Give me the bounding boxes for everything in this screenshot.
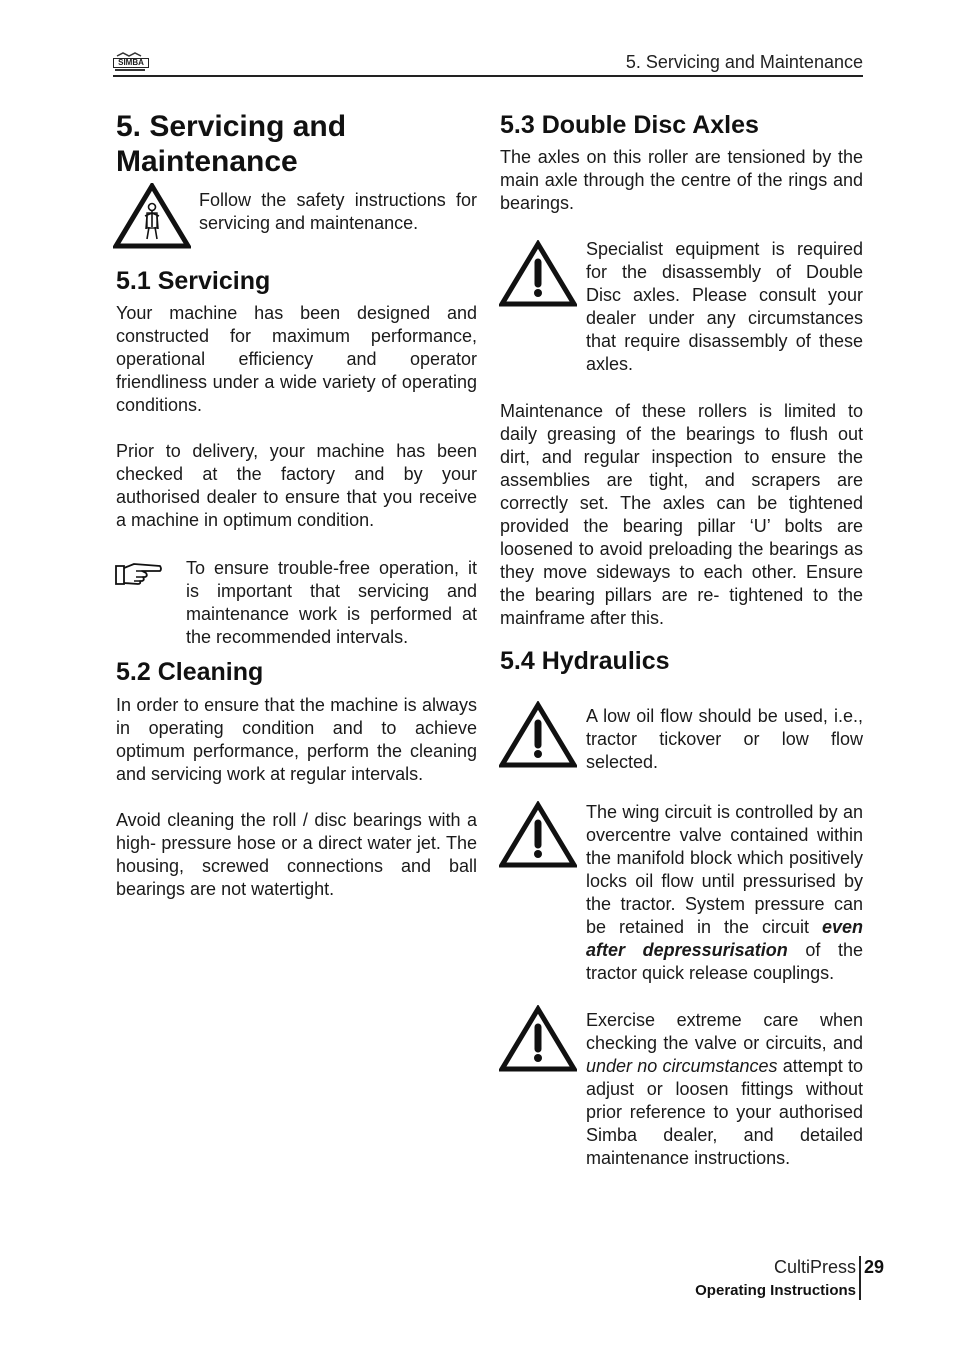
chapter-title-line2: Maintenance [116, 145, 298, 178]
servicing-heading: 5.1 Servicing [116, 267, 271, 295]
servicing-para2: Prior to delivery, your machine has been checked at the factory and by your authorised dealer to ensure that you receive a machine in optimum condition. [116, 441, 477, 530]
hydraulics-warning-1-text: A low oil flow should be used, i.e., tractor tickover or low flow selected. [586, 706, 863, 772]
servicing-note-text: To ensure trouble-free operation, it is important that servicing and maintenance work is performed at the recommended intervals. [186, 558, 477, 647]
warning2-emphasis: even after depressurisation [586, 917, 863, 960]
hydraulics-warning-2-text [586, 801, 863, 985]
hydraulics-warning-3 [586, 1009, 863, 1170]
chapter-title-line1: 5. Servicing and [116, 110, 347, 143]
warning3-emphasis: under no circumstances [586, 1056, 778, 1076]
cleaning-heading: 5.2 Cleaning [116, 658, 264, 686]
exclamation-warning-icon [499, 240, 577, 308]
section-axles [500, 110, 863, 140]
footer-divider [859, 1256, 861, 1300]
cleaning-para1: In order to ensure that the machine is always in operating condition and to achieve optimum performance, perform the cleaning and servicing work at regular intervals. [116, 695, 477, 784]
cleaning-body [116, 694, 477, 901]
header-rule [113, 75, 863, 77]
section-hydraulics [500, 646, 863, 676]
axles-intro-text: The axles on this roller are tensioned by the main axle through the centre of the rings and bearings. [500, 147, 863, 213]
hydraulics-warning-2 [586, 801, 863, 985]
page-number: 29 [864, 1257, 885, 1277]
exclamation-warning-icon [499, 1005, 577, 1073]
warning3-text-a: Exercise extreme care when checking the valve or circuits, and [586, 1010, 863, 1053]
exclamation-warning-icon [499, 701, 577, 769]
hydraulics-warning-3-text [586, 1009, 863, 1170]
pointing-hand-icon [114, 560, 164, 588]
axles-intro [500, 146, 863, 215]
warning2-text-a: The wing circuit is controlled by an overcentre valve contained within the manifold block which positively locks oil flow until pressurised by the tractor. System pressure can be retained in the circuit [586, 802, 863, 937]
axles-warning [586, 238, 863, 376]
running-header-title: 5. Servicing and Maintenance [625, 52, 863, 72]
exclamation-warning-icon [499, 801, 577, 869]
servicing-body [116, 302, 477, 532]
footer-product: CultiPress [773, 1257, 856, 1277]
chapter-title [116, 109, 477, 179]
safety-note [199, 189, 477, 235]
warning3-text-b: attempt to adjust or loosen fittings without prior reference to your authorised Simba dealer, and detailed maintenance instructions. [586, 1056, 864, 1168]
servicing-para1: Your machine has been designed and constructed for maximum performance, operational efficiency and operator friendliness under a wide variety of operating conditions. [116, 303, 477, 415]
axles-warning-text: Specialist equipment is required for the disassembly of Double Disc axles. Please consult your dealer under any circumstances that require disassembly of these axles. [586, 239, 863, 374]
axles-maintenance [500, 400, 863, 630]
safety-person-warning-icon [113, 183, 191, 249]
hydraulics-warning-1 [586, 705, 863, 774]
cleaning-para2: Avoid cleaning the roll / disc bearings with a high- pressure hose or a direct water jet. The housing, screwed connections and ball bearings are not watertight. [116, 810, 477, 899]
axles-heading: 5.3 Double Disc Axles [500, 111, 759, 139]
section-cleaning [116, 657, 477, 687]
section-servicing [116, 266, 477, 296]
footer-subtitle: Operating Instructions [695, 1282, 856, 1299]
warning2-text-b: of the tractor quick release couplings. [586, 940, 863, 983]
servicing-note [186, 557, 477, 649]
simba-logo [113, 52, 147, 73]
axles-maintenance-text: Maintenance of these rollers is limited to daily greasing of the bearings to flush out dirt, and regular inspection to ensure the assemblies are tight, and scrapers are correctly set. The axles can be tightened provided the bearing pillar ‘U’ bolts are loosened to avoid preloading the bearings as they move sideways to each other. Ensure the bearing pillars are re- tightened to the mainframe after this. [500, 401, 863, 628]
logo-text: SIMBA [113, 58, 149, 68]
hydraulics-heading: 5.4 Hydraulics [500, 647, 670, 675]
safety-note-text: Follow the safety instructions for servicing and maintenance. [199, 190, 477, 233]
